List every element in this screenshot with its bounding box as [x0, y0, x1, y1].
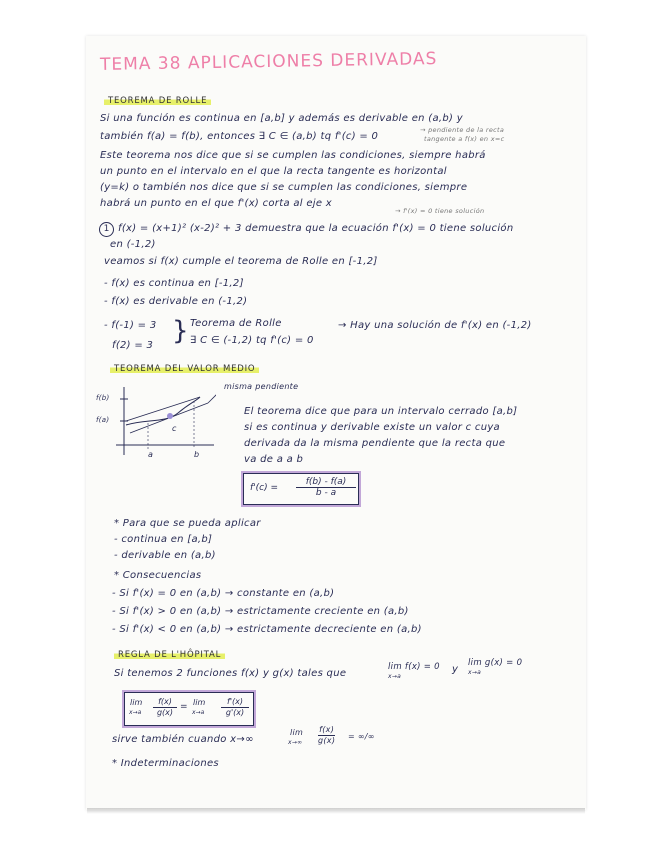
- graph-label-fb: f(b): [96, 394, 110, 402]
- hopital-also-serves: sirve también cuando x→∞: [112, 734, 254, 745]
- mvt-consequence-2: - Si f'(x) > 0 en (a,b) → estrictamente creciente en (a,b): [112, 606, 409, 617]
- exercise-rolle-label: Teorema de Rolle: [190, 318, 282, 329]
- graph-note: misma pendiente: [224, 382, 299, 391]
- mvt-heading: TEOREMA DEL VALOR MEDIO: [110, 364, 259, 374]
- mvt-formula-fraction: [296, 477, 356, 498]
- hopital-box-equals: =: [180, 702, 188, 712]
- hopital-also-sub: x→∞: [288, 739, 303, 746]
- hopital-box-num-1: f(x): [153, 697, 177, 708]
- rolle-line-5: (y=k) o también nos dice que si se cumplen las condiciones, siempre: [100, 182, 468, 193]
- rolle-line-1: Si una función es continua en [a,b] y además es derivable en (a,b) y: [100, 113, 463, 124]
- hopital-also-den: g(x): [318, 736, 336, 745]
- mvt-text-4: va de a a b: [244, 454, 304, 465]
- graph-label-fa: f(a): [96, 416, 110, 424]
- rolle-side-note-3: → f'(x) = 0 tiene solución: [395, 207, 485, 215]
- exercise-conclusion: → Hay una solución de f'(x) en (-1,2): [338, 320, 532, 331]
- page-shadow: [87, 808, 585, 814]
- hopital-also-eq: = ∞/∞: [348, 732, 375, 741]
- exercise-number: 1: [99, 222, 114, 237]
- hopital-lim-1-sub: x→a: [388, 673, 402, 680]
- hopital-lim-2-sub: x→a: [468, 669, 482, 676]
- graph-label-c: c: [172, 424, 177, 433]
- hopital-box-sub-1: x→a: [129, 709, 142, 716]
- graph-label-b: b: [194, 450, 200, 459]
- mvt-formula-box: [243, 473, 359, 505]
- mvt-consequence-3: - Si f'(x) < 0 en (a,b) → estrictamente decreciente en (a,b): [112, 624, 422, 635]
- hopital-and: y: [452, 664, 459, 675]
- hopital-heading: REGLA DE L'HÔPITAL: [114, 650, 225, 660]
- brace: }: [172, 316, 189, 346]
- rolle-side-note-1: → pendiente de la recta: [420, 126, 505, 134]
- mvt-formula-num: f(b) - f(a): [296, 477, 356, 488]
- rolle-line-4: un punto en el intervalo en el que la recta tangente es horizontal: [100, 166, 447, 177]
- exercise-line-2: en (-1,2): [110, 239, 156, 250]
- rolle-line-3: Este teorema nos dice que si se cumplen las condiciones, siempre habrá: [100, 150, 486, 161]
- hopital-box-num-2: f'(x): [221, 697, 249, 708]
- exercise-f-minus1: - f(-1) = 3: [104, 320, 157, 331]
- exercise-rolle-result: ∃ C ∈ (-1,2) tq f'(c) = 0: [190, 335, 314, 346]
- mvt-apply-1: - continua en [a,b]: [114, 534, 213, 545]
- mvt-text-3: derivada da la misma pendiente que la recta que: [244, 438, 506, 449]
- mvt-formula-lhs: f'(c) =: [250, 483, 279, 493]
- hopital-intro: Si tenemos 2 funciones f(x) y g(x) tales que: [114, 668, 347, 679]
- mvt-text-1: El teorema dice que para un intervalo cerrado [a,b]: [244, 406, 518, 417]
- hopital-lim-1: lim f(x) = 0: [388, 662, 440, 672]
- hopital-also-num: f(x): [319, 725, 335, 734]
- mvt-formula-den: b - a: [315, 488, 337, 498]
- exercise-line-4: - f(x) es continua en [-1,2]: [104, 278, 244, 289]
- exercise-line-1: f(x) = (x+1)² (x-2)² + 3 demuestra que la ecuación f'(x) = 0 tiene solución: [118, 223, 514, 234]
- hopital-box-fraction-2: [221, 697, 249, 718]
- hopital-box-fraction-1: [153, 697, 177, 718]
- hopital-box-lim-1: lim: [130, 698, 143, 707]
- hopital-also-fraction: [318, 725, 335, 746]
- hopital-formula-box: [124, 692, 254, 726]
- hopital-indeterminations: * Indeterminaciones: [112, 758, 219, 769]
- graph-label-a: a: [148, 450, 154, 459]
- hopital-box-sub-2: x→a: [192, 709, 205, 716]
- hopital-box-lim-2: lim: [193, 698, 206, 707]
- hopital-lim-2: lim g(x) = 0: [468, 658, 523, 668]
- page-title: TEMA 38 APLICACIONES DERIVADAS: [99, 49, 438, 75]
- mvt-text-2: si es continua y derivable existe un valor c cuya: [244, 422, 500, 433]
- hopital-also-lim: lim: [290, 728, 304, 737]
- exercise-line-5: - f(x) es derivable en (-1,2): [104, 296, 248, 307]
- exercise-line-3: veamos si f(x) cumple el teorema de Rolle en [-1,2]: [104, 256, 378, 267]
- rolle-side-note-2: tangente a f(x) en x=c: [424, 135, 505, 143]
- mvt-consequences-heading: * Consecuencias: [114, 570, 202, 581]
- hopital-box-den-1: g(x): [156, 708, 174, 717]
- exercise-f-2: f(2) = 3: [112, 340, 154, 351]
- rolle-line-2: también f(a) = f(b), entonces ∃ C ∈ (a,b) tq f'(c) = 0: [100, 131, 379, 142]
- mvt-consequence-1: - Si f'(x) = 0 en (a,b) → constante en (a,b): [112, 588, 335, 599]
- rolle-heading: TEOREMA DE ROLLE: [104, 96, 211, 106]
- mvt-apply-2: - derivable en (a,b): [114, 550, 216, 561]
- hopital-box-den-2: g'(x): [225, 708, 245, 717]
- mvt-apply-heading: * Para que se pueda aplicar: [114, 518, 261, 529]
- rolle-line-6: habrá un punto en el que f'(x) corta al eje x: [100, 198, 333, 209]
